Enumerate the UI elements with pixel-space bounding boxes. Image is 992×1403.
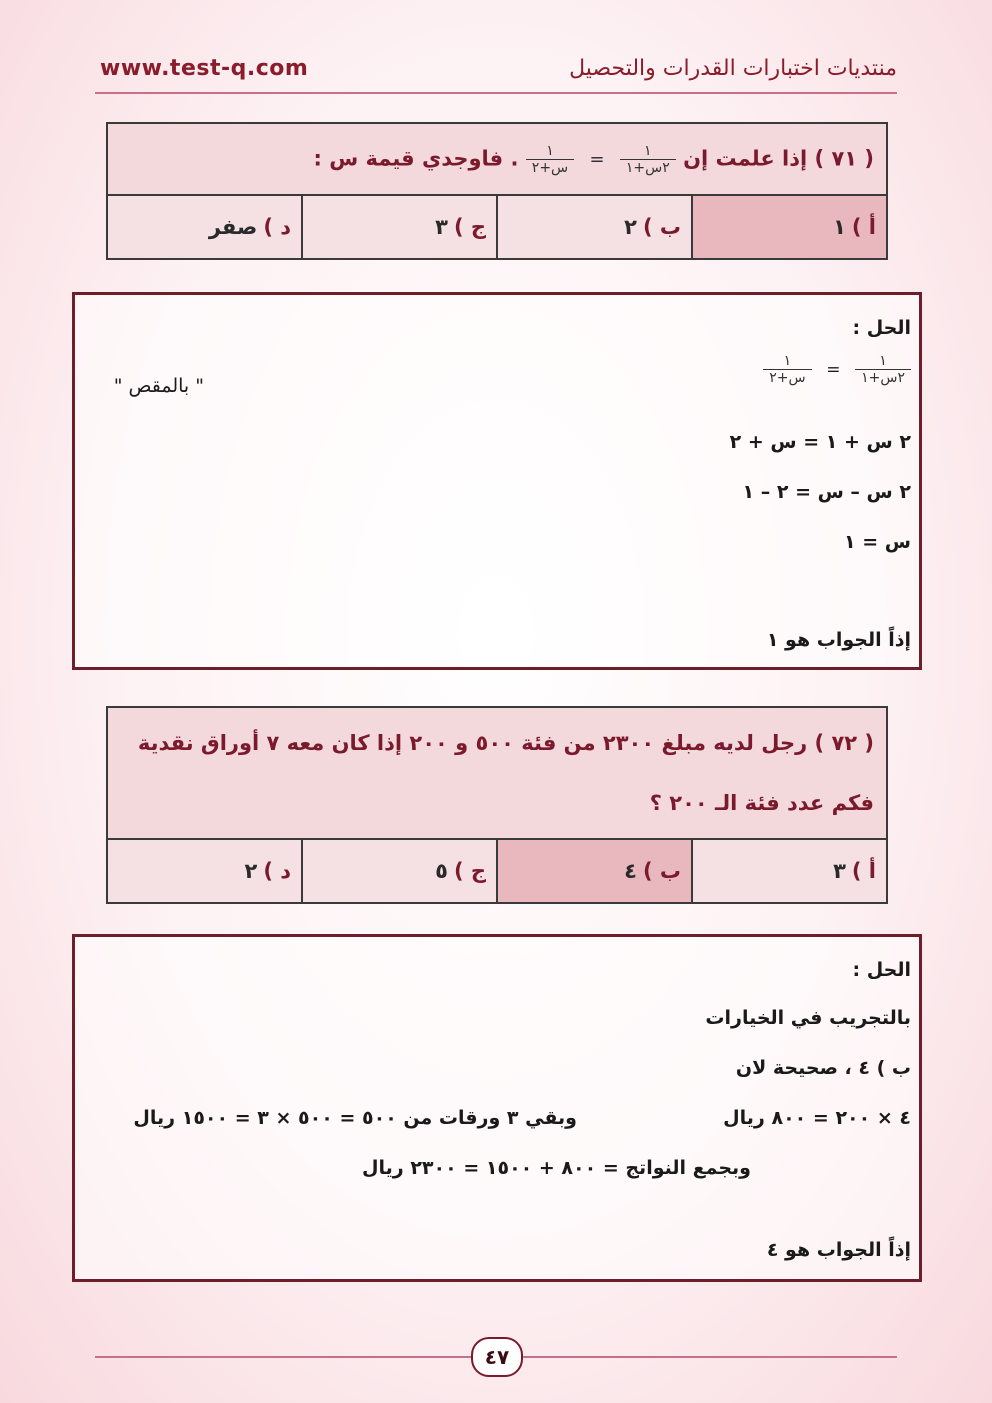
- solution-71-step-2: ٢ س – س = ٢ – ١: [742, 481, 911, 503]
- q72-line-1: ( ٧٢ ) رجل لديه مبلغ ٢٣٠٠ من فئة ٥٠٠ و ٢٠٠ إذا كان معه ٧ أوراق نقدية: [137, 731, 874, 755]
- q71-prefix: ( ٧١ ) إذا علمت إن: [683, 146, 874, 170]
- solution-72-title: الحل :: [852, 959, 911, 981]
- solution-71-box: [72, 292, 922, 670]
- q71-fraction-left: [620, 143, 676, 176]
- solution-72-box: [72, 934, 922, 1282]
- solution-71-equation: [763, 353, 911, 386]
- footer-divider-left: [95, 1356, 471, 1358]
- option-value: ٣: [833, 859, 846, 883]
- solution-72-calc-2: وبقي ٣ ورقات من ٥٠٠ = ٥٠٠ × ٣ = ١٥٠٠ ريال: [133, 1107, 577, 1129]
- question-72-text: [107, 707, 887, 839]
- option-label: ب ): [642, 215, 681, 239]
- sol71-equals: =: [826, 360, 841, 380]
- solution-72-calc-1: ٤ × ٢٠٠ = ٨٠٠ ريال: [723, 1107, 911, 1129]
- solution-71-title: الحل :: [852, 317, 911, 339]
- option-value: ٢: [244, 859, 258, 883]
- option-value: صفر: [208, 215, 258, 239]
- q72-option-a[interactable]: [692, 839, 887, 903]
- option-value: ٣: [435, 215, 448, 239]
- option-label: ج ): [453, 215, 486, 239]
- question-72-box: [106, 706, 888, 904]
- q71-frac1-denominator: ٢س+١: [620, 159, 676, 176]
- solution-72-line-1: بالتجريب في الخيارات: [705, 1007, 911, 1029]
- q71-suffix: . فاوجدي قيمة س :: [313, 146, 519, 170]
- sol71-frac-right-num: ١: [783, 353, 792, 369]
- q71-option-d[interactable]: [107, 195, 302, 259]
- option-label: ج ): [453, 859, 486, 883]
- q72-option-d[interactable]: [107, 839, 302, 903]
- question-71-box: [106, 122, 888, 260]
- option-label: د ): [263, 859, 291, 883]
- forum-title: منتديات اختبارات القدرات والتحصيل: [569, 56, 897, 81]
- option-label: أ ): [851, 215, 876, 239]
- header-divider: [95, 92, 897, 94]
- q71-equals: =: [589, 149, 605, 170]
- footer-divider-right: [521, 1356, 897, 1358]
- q71-option-c[interactable]: [302, 195, 497, 259]
- option-value: ١: [833, 215, 846, 239]
- solution-72-line-2: ب ) ٤ ، صحيحة لان: [735, 1057, 911, 1079]
- solution-71-step-1: ٢ س + ١ = س + ٢: [729, 431, 911, 453]
- sol71-frac-left: [855, 353, 911, 386]
- solution-72-sum: وبجمع النواتج = ٨٠٠ + ١٥٠٠ = ٢٣٠٠ ريال: [362, 1157, 751, 1179]
- q71-frac2-numerator: ١: [546, 142, 554, 159]
- q72-option-c[interactable]: [302, 839, 497, 903]
- q71-option-a[interactable]: [692, 195, 887, 259]
- option-label: أ ): [851, 859, 876, 883]
- q71-frac1-numerator: ١: [644, 142, 652, 159]
- sol71-frac-left-den: ٢س+١: [855, 369, 911, 386]
- solution-71-answer: إذاً الجواب هو ١: [766, 629, 911, 651]
- sol71-frac-right-den: س+٢: [763, 369, 811, 386]
- site-url[interactable]: www.test-q.com: [100, 56, 309, 81]
- option-label: د ): [263, 215, 291, 239]
- solution-71-note: " بالمقص ": [113, 375, 204, 397]
- q72-line-2: فكم عدد فئة الـ ٢٠٠ ؟: [649, 791, 874, 815]
- option-value: ٢: [624, 215, 637, 239]
- option-value: ٥: [435, 859, 448, 883]
- q71-option-b[interactable]: [497, 195, 692, 259]
- option-value: ٤: [624, 859, 637, 883]
- q71-frac2-denominator: س+٢: [526, 159, 574, 176]
- q72-option-b[interactable]: [497, 839, 692, 903]
- q71-fraction-right: [526, 143, 574, 176]
- solution-71-step-3: س = ١: [844, 531, 911, 553]
- sol71-frac-left-num: ١: [879, 353, 887, 369]
- solution-72-answer: إذاً الجواب هو ٤: [766, 1239, 911, 1261]
- sol71-frac-right: [763, 353, 811, 386]
- option-label: ب ): [642, 859, 681, 883]
- question-71-text: [107, 123, 887, 195]
- page-number: ٤٧: [471, 1337, 523, 1377]
